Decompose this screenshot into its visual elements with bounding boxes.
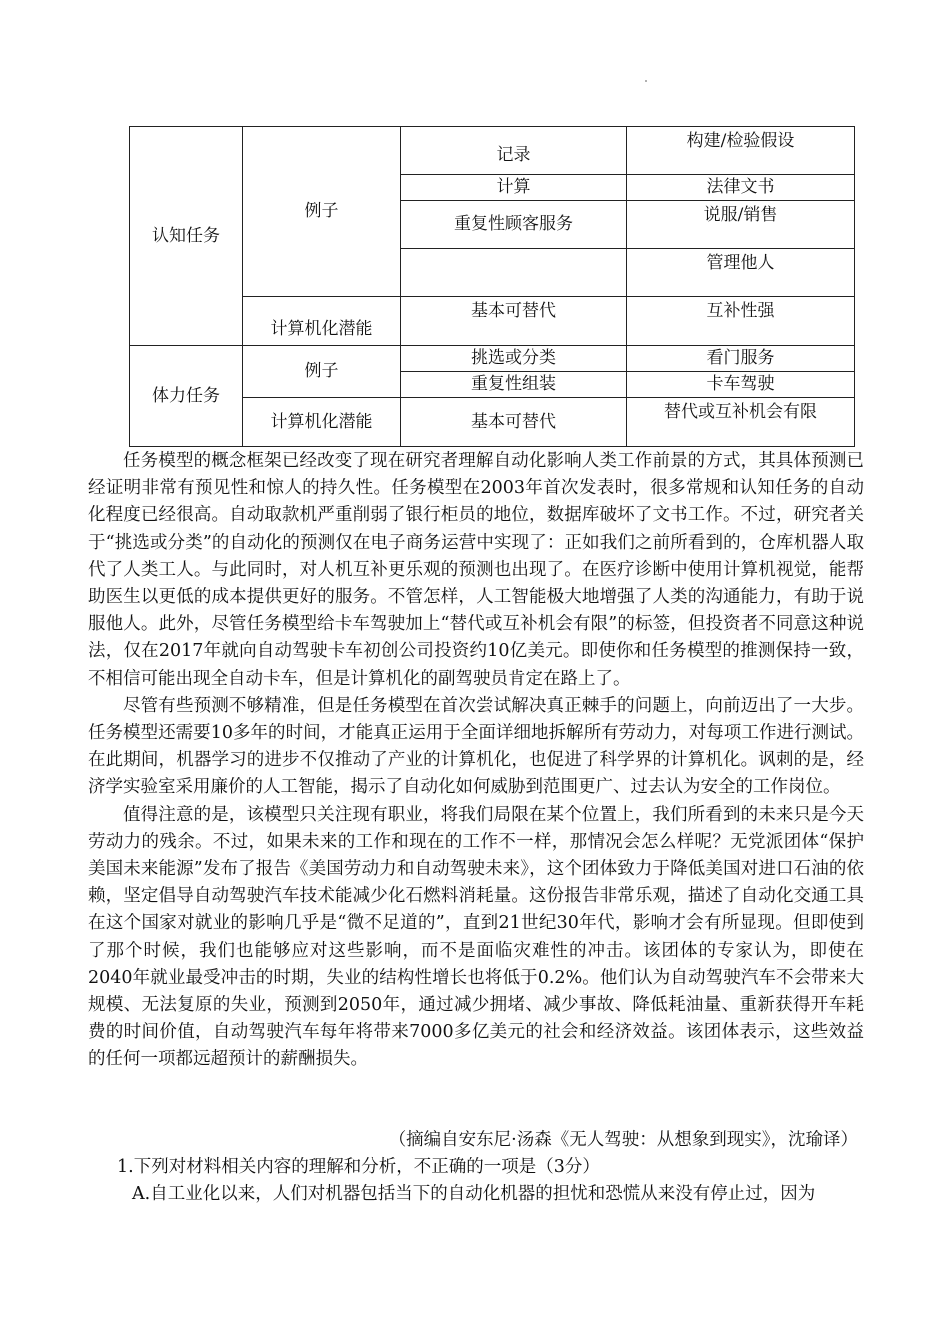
paragraph: 任务模型的概念框架已经改变了现在研究者理解自动化影响人类工作前景的方式，其具体预测已经证明非常有预见性和惊人的持久性。任务模型在2003年首次发表时，很多常规和认知任务的自动化程度已经很高。自动取款机严重削弱了银行柜员的地位，数据库破坏了文书工作。不过，研究者关于“挑选或分类”的自动化的预测仅在电子商务运营中实现了：正如我们之前所看到的，仓库机器人取代了人类工人。与此同时，对人机互补更乐观的预测也出现了。在医疗诊断中使用计算机视觉，能帮助医生以更低的成本提供更好的服务。不管怎样，人工智能极大地增强了人类的沟通能力，有助于说服他人。此外，尽管任务模型给卡车驾驶加上“替代或互补机会有限”的标签，但投资者不同意这种说法，仅在2017年就向自动驾驶卡车初创公司投资约10亿美元。即使你和任务模型的推测保持一致，不相信可能出现全自动卡车，但是计算机化的副驾驶员肯定在路上了。	[88, 451, 864, 689]
paragraph: 值得注意的是，该模型只关注现有职业，将我们局限在某个位置上，我们所看到的未来只是今天劳动力的残余。不过，如果未来的工作和现在的工作不一样，那情况会怎么样呢？无党派团体“保护美国未来能源”发布了报告《美国劳动力和自动驾驶未来》，这个团体致力于降低美国对进口石油的依赖，坚定倡导自动驾驶汽车技术能减少化石燃料消耗量。这份报告非常乐观，描述了自动化交通工具在这个国家对就业的影响几乎是“微不足道的”，直到21世纪30年代，影响才会有所显现。但即使到了那个时候，我们也能够应对这些影响，而不是面临灾难性的冲击。该团体的专家认为，即使在2040年就业最受冲击的时期，失业的结构性增长也将低于0.2%。他们认为自动驾驶汽车不会带来大规模、无法复原的失业，预测到2050年，通过减少拥堵、减少事故、降低耗油量、重新获得开车耗费的时间价值，自动驾驶汽车每年将带来7000多亿美元的社会和经济效益。该团体表示，这些效益的任何一项都远超预计的薪酬损失。	[88, 804, 864, 1070]
table-cell	[401, 249, 627, 297]
question-1: 1.下列对材料相关内容的理解和分析，不正确的一项是（3分）	[117, 1157, 600, 1177]
option-a: A.自工业化以来，人们对机器包括当下的自动化机器的担忧和恐慌从来没有停止过，因为	[132, 1184, 816, 1204]
table-row	[130, 346, 855, 372]
table-cell: 基本可替代	[401, 297, 627, 346]
physical-task-cell: 体力任务	[130, 346, 243, 447]
article-body	[88, 448, 864, 1074]
source-citation: （摘编自安东尼·汤森《无人驾驶：从想象到现实》，沈瑜译）	[388, 1130, 858, 1150]
table-cell: 构建/检验假设	[627, 127, 855, 175]
table-cell: 记录	[401, 127, 627, 175]
table-cell: 看门服务	[627, 346, 855, 372]
table-cell: 管理他人	[627, 249, 855, 297]
table-row	[130, 127, 855, 175]
table-cell: 重复性组装	[401, 372, 627, 398]
cognitive-potential-label: 计算机化潜能	[243, 297, 401, 346]
table-cell: 替代或互补机会有限	[627, 398, 855, 447]
table-cell: 基本可替代	[401, 398, 627, 447]
task-model-table	[129, 126, 855, 447]
table-cell: 重复性顾客服务	[401, 201, 627, 249]
cognitive-task-cell: 认知任务	[130, 127, 243, 346]
paragraph: 尽管有些预测不够精准，但是任务模型在首次尝试解决真正棘手的问题上，向前迈出了一大步。任务模型还需要10多年的时间，才能真正运用于全面详细地拆解所有劳动力，对每项工作进行测试。在此期间，机器学习的进步不仅推动了产业的计算机化，也促进了科学界的计算机化。讽刺的是，经济学实验室采用廉价的人工智能，揭示了自动化如何威胁到范围更广、过去认为安全的工作岗位。	[88, 695, 864, 798]
table-cell: 说服/销售	[627, 201, 855, 249]
physical-potential-label: 计算机化潜能	[243, 398, 401, 447]
cognitive-example-label: 例子	[243, 127, 401, 297]
table-cell: 计算	[401, 175, 627, 201]
table-cell: 挑选或分类	[401, 346, 627, 372]
physical-example-label: 例子	[243, 346, 401, 398]
scan-speck	[645, 80, 647, 82]
table-cell: 法律文书	[627, 175, 855, 201]
table-cell: 卡车驾驶	[627, 372, 855, 398]
table-cell: 互补性强	[627, 297, 855, 346]
